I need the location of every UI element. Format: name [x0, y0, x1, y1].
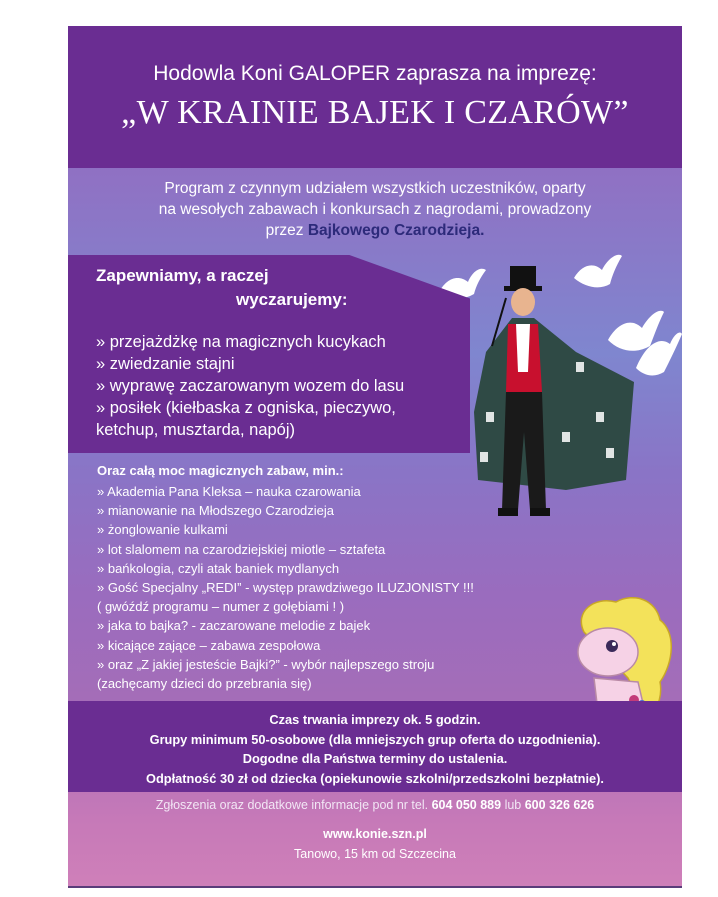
intro-line: Program z czynnym udziałem wszystkich uczestników, oparty	[164, 180, 586, 197]
intro-text	[98, 178, 652, 241]
list-item: ketchup, musztarda, napój)	[96, 421, 296, 439]
list-item: » kicające zające – zabawa zespołowa	[97, 637, 321, 653]
list-item: » żonglowanie kulkami	[97, 522, 228, 538]
contact-or: lub	[501, 798, 525, 812]
phone-number[interactable]: 600 326 626	[524, 798, 595, 812]
divider	[68, 886, 682, 888]
list-item: » posiłek (kiełbaska z ogniska, pieczywo,	[96, 399, 396, 417]
list-item: » lot slalomem na czarodziejskiej miotle – sztafeta	[97, 541, 386, 557]
promise-heading-cont: wyczarujemy:	[236, 290, 348, 309]
event-subtitle: Hodowla Koni GALOPER zaprasza na imprezę:	[153, 62, 597, 85]
event-title: „W KRAINIE BAJEK I CZARÓW”	[121, 94, 629, 131]
list-item: (zachęcamy dzieci do przebrania się)	[97, 676, 312, 692]
website-link[interactable]: www.konie.szn.pl	[323, 827, 427, 841]
list-item: » zwiedzanie stajni	[96, 355, 235, 373]
contact-prefix: Zgłoszenia oraz dodatkowe informacje pod nr tel.	[155, 798, 432, 812]
intro-prefix: przez	[265, 222, 308, 239]
list-item: » Gość Specjalny „REDI” - występ prawdziwego ILUZJONISTY !!!	[97, 580, 474, 596]
list-item: » przejażdżkę na magicznych kucykach	[96, 333, 386, 351]
event-info	[68, 710, 682, 788]
duration-info: Czas trwania imprezy ok. 5 godzin.	[269, 712, 481, 727]
list-item: » bańkologia, czyli atak baniek mydlanych	[97, 560, 340, 576]
price-info: Odpłatność 30 zł od dziecka (opiekunowie szkolni/przedszkolni bezpłatnie).	[146, 770, 604, 786]
list-item: » wyprawę zaczarowanym wozem do lasu	[96, 377, 405, 395]
activities-heading: Oraz całą moc magicznych zabaw, min.:	[97, 463, 344, 478]
activities-list	[97, 482, 567, 693]
list-item: » jaka to bajka? - zaczarowane melodie z bajek	[97, 618, 371, 634]
magician-name: Bajkowego Czarodzieja.	[307, 222, 485, 239]
dates-info: Dogodne dla Państwa terminy do ustalenia.	[242, 751, 508, 766]
list-item: » oraz „Z jakiej jesteście Bajki?” - wybór najlepszego stroju	[97, 656, 435, 672]
contact-line	[68, 798, 682, 812]
list-item: ( gwóźdź programu – numer z gołębiami ! )	[97, 599, 345, 615]
poster	[68, 26, 682, 888]
list-item: » mianowanie na Młodszego Czarodzieja	[97, 503, 335, 519]
list-item: » Akademia Pana Kleksa – nauka czarowania	[97, 484, 361, 499]
phone-number[interactable]: 604 050 889	[431, 798, 502, 812]
intro-line: na wesołych zabawach i konkursach z nagrodami, prowadzony	[158, 201, 592, 218]
promise-heading: Zapewniamy, a raczej	[96, 266, 269, 285]
location-text: Tanowo, 15 km od Szczecina	[294, 847, 456, 861]
intro-line	[98, 220, 652, 241]
promise-list	[96, 331, 466, 441]
group-size-info: Grupy minimum 50-osobowe (dla mniejszych grup oferta do uzgodnienia).	[149, 731, 601, 747]
